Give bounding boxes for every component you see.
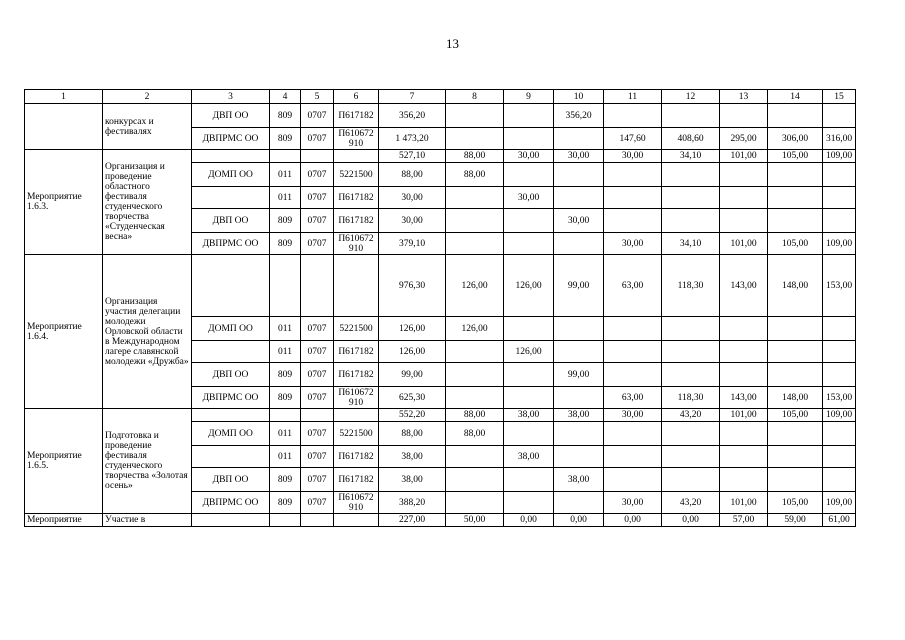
value-cell: 356,20 (554, 104, 604, 128)
code-cell (334, 255, 379, 317)
code-cell: 5221500 (334, 163, 379, 187)
executor-cell (192, 255, 270, 317)
executor-cell: ДВП ОО (192, 468, 270, 492)
header-cell: 7 (379, 90, 446, 104)
value-cell: 0707 (301, 209, 334, 233)
value-cell (823, 209, 856, 233)
value-cell: 34,10 (662, 150, 720, 163)
value-cell (504, 317, 554, 341)
value-cell: 30,00 (379, 187, 446, 209)
header-cell: 6 (334, 90, 379, 104)
code-cell: П610672910 (334, 387, 379, 409)
value-cell: 388,20 (379, 492, 446, 514)
value-cell (823, 363, 856, 387)
value-cell (554, 317, 604, 341)
value-cell: 0707 (301, 422, 334, 446)
value-cell: 30,00 (554, 150, 604, 163)
value-cell: 101,00 (720, 492, 768, 514)
value-cell: 99,00 (554, 363, 604, 387)
value-cell: 43,20 (662, 409, 720, 422)
value-cell: 101,00 (720, 409, 768, 422)
value-cell: 0707 (301, 387, 334, 409)
value-cell (823, 187, 856, 209)
code-cell (334, 514, 379, 527)
value-cell: 59,00 (768, 514, 823, 527)
executor-cell: ДОМП ОО (192, 422, 270, 446)
code-cell (334, 409, 379, 422)
event-total-row (25, 409, 856, 422)
value-cell: 88,00 (446, 150, 504, 163)
value-cell: 408,60 (662, 128, 720, 150)
value-cell: 011 (270, 187, 301, 209)
executor-cell: ДВПРМС ОО (192, 128, 270, 150)
value-cell (504, 233, 554, 255)
value-cell: 809 (270, 233, 301, 255)
value-cell: 356,20 (379, 104, 446, 128)
value-cell: 552,20 (379, 409, 446, 422)
header-row (25, 90, 856, 104)
executor-cell: ДВПРМС ОО (192, 492, 270, 514)
value-cell: 99,00 (379, 363, 446, 387)
executor-cell: ДВП ОО (192, 104, 270, 128)
value-cell (301, 409, 334, 422)
value-cell: 153,00 (823, 387, 856, 409)
value-cell: 0707 (301, 468, 334, 492)
value-cell: 88,00 (446, 163, 504, 187)
code-cell: П610672910 (334, 128, 379, 150)
value-cell (662, 341, 720, 363)
value-cell (823, 468, 856, 492)
executor-cell (192, 514, 270, 527)
value-cell (446, 363, 504, 387)
value-cell (604, 446, 662, 468)
value-cell (301, 514, 334, 527)
value-cell: 30,00 (604, 492, 662, 514)
budget-table (24, 89, 856, 527)
header-cell: 10 (554, 90, 604, 104)
code-cell (334, 150, 379, 163)
value-cell (662, 209, 720, 233)
value-cell: 0,00 (604, 514, 662, 527)
value-cell: 809 (270, 363, 301, 387)
value-cell: 109,00 (823, 150, 856, 163)
value-cell (768, 422, 823, 446)
value-cell (823, 446, 856, 468)
code-cell: П617182 (334, 468, 379, 492)
value-cell (662, 468, 720, 492)
value-cell: 38,00 (379, 468, 446, 492)
table-body (25, 90, 856, 527)
value-cell (554, 422, 604, 446)
value-cell (446, 468, 504, 492)
header-cell: 2 (103, 90, 192, 104)
value-cell: 30,00 (604, 233, 662, 255)
value-cell (504, 104, 554, 128)
value-cell: 809 (270, 104, 301, 128)
executor-cell: ДОМП ОО (192, 163, 270, 187)
value-cell: 0,00 (662, 514, 720, 527)
value-cell: 148,00 (768, 255, 823, 317)
value-cell: 30,00 (504, 150, 554, 163)
value-cell: 809 (270, 468, 301, 492)
value-cell: 0707 (301, 104, 334, 128)
value-cell (604, 104, 662, 128)
value-cell (446, 341, 504, 363)
value-cell (662, 163, 720, 187)
value-cell (446, 104, 504, 128)
value-cell (446, 233, 504, 255)
value-cell (720, 422, 768, 446)
value-cell: 011 (270, 163, 301, 187)
code-cell: П617182 (334, 187, 379, 209)
header-cell: 5 (301, 90, 334, 104)
executor-cell (192, 446, 270, 468)
value-cell: 50,00 (446, 514, 504, 527)
header-cell: 11 (604, 90, 662, 104)
value-cell (720, 317, 768, 341)
value-cell: 38,00 (554, 409, 604, 422)
value-cell: 105,00 (768, 150, 823, 163)
event-id-cell (25, 104, 103, 150)
executor-cell: ДВП ОО (192, 209, 270, 233)
value-cell (604, 341, 662, 363)
value-cell: 527,10 (379, 150, 446, 163)
executor-cell: ДВПРМС ОО (192, 233, 270, 255)
value-cell (604, 187, 662, 209)
value-cell (446, 446, 504, 468)
executor-cell (192, 341, 270, 363)
value-cell (504, 128, 554, 150)
code-cell: П617182 (334, 341, 379, 363)
value-cell: 61,00 (823, 514, 856, 527)
value-cell (446, 387, 504, 409)
value-cell (768, 187, 823, 209)
value-cell: 38,00 (504, 446, 554, 468)
value-cell (720, 187, 768, 209)
value-cell (446, 492, 504, 514)
value-cell: 30,00 (504, 187, 554, 209)
value-cell: 011 (270, 317, 301, 341)
value-cell: 316,00 (823, 128, 856, 150)
executor-cell (192, 150, 270, 163)
value-cell (823, 317, 856, 341)
executor-cell: ДВП ОО (192, 363, 270, 387)
value-cell: 0707 (301, 187, 334, 209)
value-cell (823, 163, 856, 187)
value-cell: 0707 (301, 163, 334, 187)
value-cell: 0707 (301, 317, 334, 341)
value-cell: 809 (270, 492, 301, 514)
event-id-cell: Мероприятие 1.6.3. (25, 150, 103, 255)
value-cell: 295,00 (720, 128, 768, 150)
value-cell: 105,00 (768, 233, 823, 255)
value-cell (768, 163, 823, 187)
value-cell: 306,00 (768, 128, 823, 150)
value-cell: 30,00 (604, 409, 662, 422)
value-cell (554, 128, 604, 150)
event-id-cell: Мероприятие 1.6.4. (25, 255, 103, 409)
value-cell (823, 341, 856, 363)
event-name-cell: Участие в (103, 514, 192, 527)
header-cell: 9 (504, 90, 554, 104)
value-cell (301, 150, 334, 163)
value-cell (554, 233, 604, 255)
value-cell (768, 104, 823, 128)
value-cell: 34,10 (662, 233, 720, 255)
value-cell (604, 317, 662, 341)
value-cell: 143,00 (720, 387, 768, 409)
value-cell: 976,30 (379, 255, 446, 317)
value-cell (662, 317, 720, 341)
value-cell (270, 514, 301, 527)
value-cell (446, 209, 504, 233)
value-cell (768, 363, 823, 387)
value-cell: 88,00 (446, 409, 504, 422)
value-cell: 153,00 (823, 255, 856, 317)
value-cell (662, 187, 720, 209)
value-cell: 011 (270, 341, 301, 363)
event-name-cell: Организация участия делегации молодежи Орловской области в Международном лагере славянской молодежи «Дружба» (103, 255, 192, 409)
value-cell: 109,00 (823, 409, 856, 422)
value-cell (504, 209, 554, 233)
value-cell (554, 387, 604, 409)
header-cell: 8 (446, 90, 504, 104)
value-cell: 38,00 (379, 446, 446, 468)
value-cell (554, 187, 604, 209)
value-cell: 88,00 (446, 422, 504, 446)
code-cell: П617182 (334, 363, 379, 387)
value-cell (554, 163, 604, 187)
value-cell: 88,00 (379, 422, 446, 446)
value-cell (446, 128, 504, 150)
value-cell: 30,00 (554, 209, 604, 233)
value-cell (604, 163, 662, 187)
value-cell (720, 446, 768, 468)
value-cell: 109,00 (823, 233, 856, 255)
code-cell: 5221500 (334, 317, 379, 341)
value-cell (504, 363, 554, 387)
value-cell: 148,00 (768, 387, 823, 409)
value-cell (720, 209, 768, 233)
value-cell: 0707 (301, 363, 334, 387)
value-cell (604, 363, 662, 387)
value-cell: 0707 (301, 128, 334, 150)
value-cell (504, 422, 554, 446)
value-cell: 99,00 (554, 255, 604, 317)
header-cell: 14 (768, 90, 823, 104)
value-cell (604, 422, 662, 446)
value-cell (768, 341, 823, 363)
value-cell (504, 468, 554, 492)
event-name-cell: конкурсах и фестивалях (103, 104, 192, 150)
value-cell: 143,00 (720, 255, 768, 317)
code-cell: П610672910 (334, 233, 379, 255)
header-cell: 15 (823, 90, 856, 104)
value-cell: 126,00 (446, 255, 504, 317)
value-cell (504, 492, 554, 514)
event-name-cell: Организация и проведение областного фестиваля студенческого творчества «Студенческая весна» (103, 150, 192, 255)
value-cell: 379,10 (379, 233, 446, 255)
header-cell: 12 (662, 90, 720, 104)
value-cell: 0707 (301, 341, 334, 363)
value-cell (768, 468, 823, 492)
value-cell: 126,00 (379, 317, 446, 341)
value-cell: 809 (270, 387, 301, 409)
code-cell: П617182 (334, 104, 379, 128)
value-cell: 809 (270, 128, 301, 150)
value-cell (823, 422, 856, 446)
value-cell: 011 (270, 422, 301, 446)
value-cell: 63,00 (604, 387, 662, 409)
value-cell: 105,00 (768, 492, 823, 514)
event-id-cell: Мероприятие (25, 514, 103, 527)
value-cell: 38,00 (504, 409, 554, 422)
value-cell (270, 255, 301, 317)
header-cell: 4 (270, 90, 301, 104)
value-cell: 126,00 (446, 317, 504, 341)
value-cell (554, 492, 604, 514)
value-cell: 43,20 (662, 492, 720, 514)
value-cell: 57,00 (720, 514, 768, 527)
value-cell (554, 341, 604, 363)
table-row (25, 104, 856, 128)
value-cell: 126,00 (504, 341, 554, 363)
value-cell: 126,00 (504, 255, 554, 317)
value-cell (270, 409, 301, 422)
value-cell: 1 473,20 (379, 128, 446, 150)
value-cell (662, 104, 720, 128)
value-cell: 147,60 (604, 128, 662, 150)
value-cell (446, 187, 504, 209)
event-total-row (25, 255, 856, 317)
value-cell (504, 163, 554, 187)
value-cell: 0,00 (554, 514, 604, 527)
executor-cell (192, 187, 270, 209)
value-cell: 30,00 (604, 150, 662, 163)
value-cell: 625,30 (379, 387, 446, 409)
value-cell: 105,00 (768, 409, 823, 422)
value-cell (662, 446, 720, 468)
header-cell: 3 (192, 90, 270, 104)
code-cell: П610672910 (334, 492, 379, 514)
value-cell: 118,30 (662, 387, 720, 409)
header-cell: 1 (25, 90, 103, 104)
value-cell: 101,00 (720, 233, 768, 255)
value-cell (662, 422, 720, 446)
event-id-cell: Мероприятие 1.6.5. (25, 409, 103, 514)
value-cell (720, 104, 768, 128)
header-cell: 13 (720, 90, 768, 104)
event-total-row (25, 150, 856, 163)
executor-cell: ДОМП ОО (192, 317, 270, 341)
value-cell: 0707 (301, 446, 334, 468)
value-cell (504, 387, 554, 409)
value-cell: 101,00 (720, 150, 768, 163)
event-name-cell: Подготовка и проведение фестиваля студенческого творчества «Золотая осень» (103, 409, 192, 514)
value-cell: 118,30 (662, 255, 720, 317)
value-cell: 0707 (301, 492, 334, 514)
value-cell: 88,00 (379, 163, 446, 187)
value-cell (720, 468, 768, 492)
value-cell (768, 209, 823, 233)
value-cell (604, 209, 662, 233)
event-total-row (25, 514, 856, 527)
value-cell (720, 341, 768, 363)
value-cell: 63,00 (604, 255, 662, 317)
value-cell (768, 317, 823, 341)
executor-cell: ДВПРМС ОО (192, 387, 270, 409)
value-cell (720, 163, 768, 187)
value-cell (662, 363, 720, 387)
value-cell: 126,00 (379, 341, 446, 363)
value-cell: 38,00 (554, 468, 604, 492)
value-cell (823, 104, 856, 128)
executor-cell (192, 409, 270, 422)
code-cell: П617182 (334, 209, 379, 233)
value-cell (554, 446, 604, 468)
value-cell: 011 (270, 446, 301, 468)
value-cell (301, 255, 334, 317)
code-cell: П617182 (334, 446, 379, 468)
value-cell: 0707 (301, 233, 334, 255)
value-cell (768, 446, 823, 468)
value-cell: 227,00 (379, 514, 446, 527)
value-cell: 0,00 (504, 514, 554, 527)
value-cell (270, 150, 301, 163)
value-cell (720, 363, 768, 387)
value-cell: 109,00 (823, 492, 856, 514)
value-cell: 30,00 (379, 209, 446, 233)
value-cell: 809 (270, 209, 301, 233)
code-cell: 5221500 (334, 422, 379, 446)
page-number: 13 (446, 36, 459, 51)
value-cell (604, 468, 662, 492)
